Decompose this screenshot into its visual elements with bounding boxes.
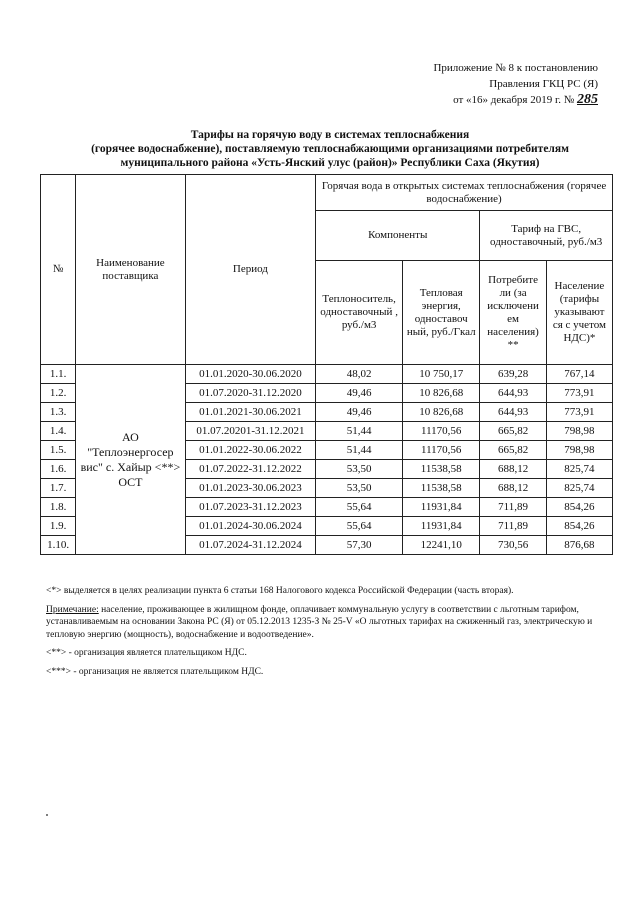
appendix-line-2: Правления ГКЦ РС (Я) [489, 78, 598, 90]
row-heat-carrier: 49,46 [316, 384, 403, 403]
header-supplier: Наименование поставщика [76, 175, 186, 365]
document-title [60, 128, 600, 170]
table-body [41, 365, 613, 555]
row-heat-carrier: 53,50 [316, 460, 403, 479]
header-heat-carrier: Теплоноситель, одноставочный , руб./м3 [316, 261, 403, 365]
title-line-1: Тарифы на горячую воду в системах теплоснабжения [190, 129, 470, 141]
row-number: 1.8. [41, 498, 76, 517]
row-population: 773,91 [546, 384, 612, 403]
header-hot-water: Горячая вода в открытых системах теплоснабжения (горячее водоснабжение) [316, 175, 613, 211]
header-period: Период [185, 175, 315, 365]
table-row [41, 365, 613, 384]
row-number: 1.1. [41, 365, 76, 384]
row-period: 01.01.2022-30.06.2022 [185, 441, 315, 460]
row-number: 1.4. [41, 422, 76, 441]
row-period: 01.01.2023-30.06.2023 [185, 479, 315, 498]
row-consumers: 711,89 [480, 517, 547, 536]
footnote-vat-allocation: <*> выделяется в целях реализации пункта 6 статьи 168 Налогового кодекса Российской Федерации (часть вторая). [46, 586, 514, 596]
row-population: 876,68 [546, 536, 612, 555]
row-number: 1.9. [41, 517, 76, 536]
row-population: 854,26 [546, 498, 612, 517]
row-consumers: 688,12 [480, 460, 547, 479]
title-line-2: (горячее водоснабжение), поставляемую теплоснабжающими организациями потребителям [91, 143, 569, 155]
row-heat-energy: 11170,56 [403, 441, 480, 460]
row-heat-carrier: 53,50 [316, 479, 403, 498]
row-consumers: 730,56 [480, 536, 547, 555]
row-period: 01.07.2023-31.12.2023 [185, 498, 315, 517]
row-heat-energy: 12241,10 [403, 536, 480, 555]
row-heat-carrier: 51,44 [316, 441, 403, 460]
header-consumers: Потребите ли (за исключени ем населения) ** [480, 261, 547, 365]
appendix-date: от «16» декабря 2019 г. № [453, 94, 575, 106]
supplier-name: АО "Теплоэнергосер вис" с. Хайыр <**> ОСТ [76, 365, 186, 555]
row-population: 773,91 [546, 403, 612, 422]
header-components: Компоненты [316, 211, 480, 261]
row-heat-carrier: 51,44 [316, 422, 403, 441]
row-period: 01.07.2022-31.12.2022 [185, 460, 315, 479]
row-heat-energy: 11170,56 [403, 422, 480, 441]
title-line-3: муниципального района «Усть-Янский улус (район)» Республики Саха (Якутия) [120, 157, 540, 169]
row-number: 1.10. [41, 536, 76, 555]
row-period: 01.07.20201-31.12.2021 [185, 422, 315, 441]
row-consumers: 644,93 [480, 403, 547, 422]
row-consumers: 665,82 [480, 422, 547, 441]
row-number: 1.6. [41, 460, 76, 479]
row-heat-carrier: 48,02 [316, 365, 403, 384]
row-heat-energy: 10 826,68 [403, 403, 480, 422]
row-heat-carrier: 49,46 [316, 403, 403, 422]
row-population: 854,26 [546, 517, 612, 536]
appendix-block [433, 60, 598, 108]
row-number: 1.5. [41, 441, 76, 460]
note-text: население, проживающее в жилищном фонде, оплачивает коммунальную услугу в соответствии с льготным тарифом, устанавливаемым на основании Закона РС (Я) от 05.12.2013 1235-З № 25-V «О льготных тарифах на сжиженный газ, электрическую и тепловую энергию (мощность), водоснабжение и водоотведение». [46, 604, 593, 640]
footnote-vat-payer: <**> - организация является плательщиком НДС. [46, 648, 247, 658]
row-heat-energy: 10 750,17 [403, 365, 480, 384]
row-heat-carrier: 55,64 [316, 498, 403, 517]
decree-number: 285 [577, 92, 598, 107]
row-period: 01.01.2021-30.06.2021 [185, 403, 315, 422]
footnote-non-vat-payer: <***> - организация не является плательщиком НДС. [46, 666, 264, 677]
row-heat-energy: 10 826,68 [403, 384, 480, 403]
row-heat-energy: 11538,58 [403, 460, 480, 479]
row-consumers: 639,28 [480, 365, 547, 384]
appendix-line-1: Приложение № 8 к постановлению [433, 62, 598, 74]
row-heat-carrier: 55,64 [316, 517, 403, 536]
row-period: 01.01.2024-30.06.2024 [185, 517, 315, 536]
row-population: 767,14 [546, 365, 612, 384]
appendix-line-3 [433, 92, 598, 108]
row-number: 1.2. [41, 384, 76, 403]
page-mark [46, 814, 48, 816]
row-consumers: 688,12 [480, 479, 547, 498]
row-population: 825,74 [546, 460, 612, 479]
tariff-table [40, 174, 613, 555]
header-num: № [41, 175, 76, 365]
row-heat-energy: 11931,84 [403, 498, 480, 517]
row-period: 01.01.2020-30.06.2020 [185, 365, 315, 384]
header-population: Население (тарифы указывают ся с учетом НДС)* [546, 261, 612, 365]
row-heat-energy: 11931,84 [403, 517, 480, 536]
row-heat-energy: 11538,58 [403, 479, 480, 498]
row-population: 798,98 [546, 422, 612, 441]
header-tariff-gvs: Тариф на ГВС, одноставочный, руб./м3 [480, 211, 613, 261]
note-label: Примечание: [46, 604, 99, 615]
row-population: 825,74 [546, 479, 612, 498]
row-number: 1.3. [41, 403, 76, 422]
row-period: 01.07.2024-31.12.2024 [185, 536, 315, 555]
row-period: 01.07.2020-31.12.2020 [185, 384, 315, 403]
footnote-population [46, 604, 606, 642]
footnotes [46, 585, 606, 684]
row-consumers: 644,93 [480, 384, 547, 403]
row-number: 1.7. [41, 479, 76, 498]
row-consumers: 711,89 [480, 498, 547, 517]
row-consumers: 665,82 [480, 441, 547, 460]
header-heat-energy: Тепловая энергия, одноставоч ный, руб./Гкал [403, 261, 480, 365]
row-population: 798,98 [546, 441, 612, 460]
row-heat-carrier: 57,30 [316, 536, 403, 555]
